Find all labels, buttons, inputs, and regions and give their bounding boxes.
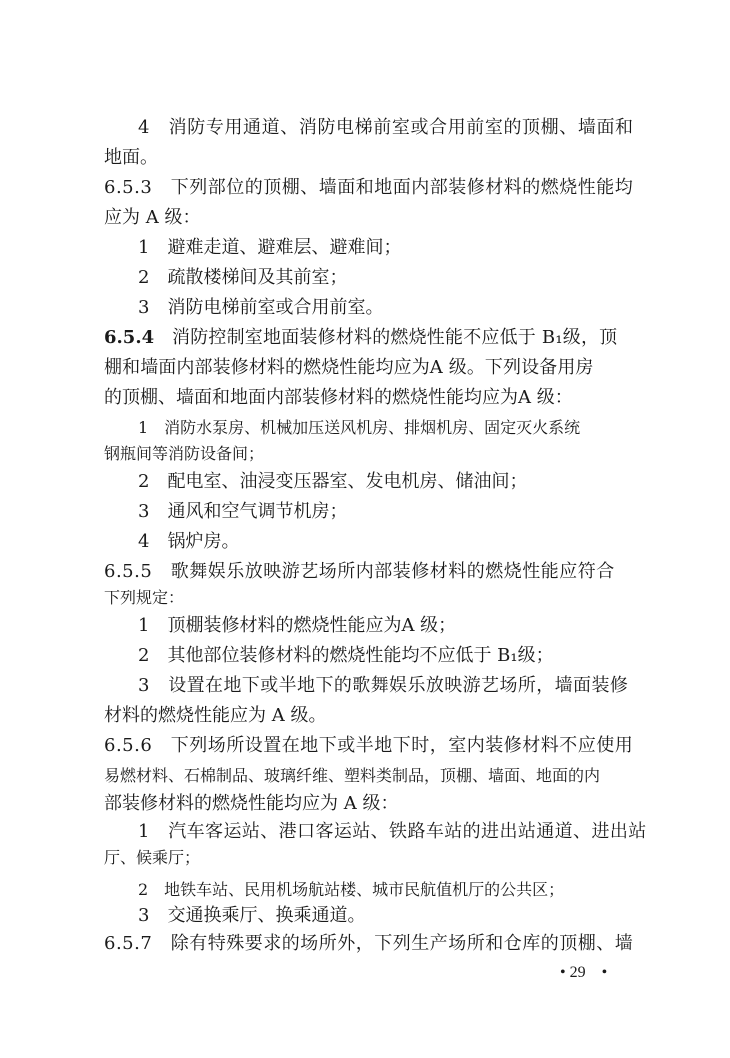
clause-6-5-4-item-2: 2 配电室、油浸变压器室、发电机房、储油间；	[138, 471, 528, 492]
clause-6-5-5-line-2: 下列规定：	[104, 588, 185, 607]
clause-6-5-4-line-2: 棚和墙面内部装修材料的燃烧性能均应为A 级。下列设备用房	[104, 357, 594, 378]
clause-6-5-6-line-1: 6.5.6 下列场所设置在地下或半地下时，室内装修材料不应使用	[104, 735, 634, 756]
clause-6-5-3-item-1: 1 避难走道、避难层、避难间；	[138, 237, 402, 258]
clause-6-5-5-line-1: 6.5.5 歌舞娱乐放映游艺场所内部装修材料的燃烧性能应符合	[104, 561, 615, 582]
clause-6-5-6-line-2: 易燃材料、石棉制品、玻璃纤维、塑料类制品，顶棚、墙面、地面的内	[104, 766, 601, 785]
list-item-4-line-1: 4 消防专用通道、消防电梯前室或合用前室的顶棚、墙面和	[138, 117, 634, 138]
clause-6-5-5-item-3-line-2: 材料的燃烧性能应为 A 级。	[104, 705, 327, 726]
clause-6-5-6-item-3: 3 交通换乘厅、换乘通道。	[138, 905, 366, 926]
clause-6-5-3-line-2: 应为 A 级：	[104, 207, 201, 228]
clause-6-5-3-item-3: 3 消防电梯前室或合用前室。	[138, 297, 384, 318]
clause-6-5-3-item-2: 2 疏散楼梯间及其前室；	[138, 267, 348, 288]
clause-6-5-5-item-3-line-1: 3 设置在地下或半地下的歌舞娱乐放映游艺场所，墙面装修	[138, 675, 629, 696]
clause-6-5-3-line-1: 6.5.3 下列部位的顶棚、墙面和地面内部装修材料的燃烧性能均	[104, 177, 634, 198]
clause-6-5-4-item-1-line-2: 钢瓶间等消防设备间；	[104, 444, 265, 463]
clause-6-5-4-item-4: 4 锅炉房。	[138, 531, 240, 552]
clause-6-5-4-number: 6.5.4	[104, 327, 155, 348]
clause-6-5-6-item-1-line-2: 厅、候乘厅；	[104, 848, 201, 867]
clause-6-5-4-item-3: 3 通风和空气调节机房；	[138, 501, 348, 522]
clause-6-5-5-item-1: 1 顶棚装修材料的燃烧性能应为A 级；	[138, 615, 457, 636]
page-number: • 29 •	[560, 964, 608, 981]
clause-6-5-6-line-3: 部装修材料的燃烧性能均应为 A 级：	[104, 793, 399, 814]
clause-6-5-4-line-3: 的顶棚、墙面和地面内部装修材料的燃烧性能均应为A 级：	[104, 387, 573, 408]
clause-6-5-4-item-1-line-1: 1 消防水泵房、机械加压送风机房、排烟机房、固定灭火系统	[138, 418, 581, 437]
clause-6-5-4-line-1: 消防控制室地面装修材料的燃烧性能不应低于 B₁级，顶	[172, 327, 618, 348]
clause-6-5-7-line-1: 6.5.7 除有特殊要求的场所外，下列生产场所和仓库的顶棚、墙	[104, 933, 634, 954]
clause-6-5-6-item-2: 2 地铁车站、民用机场航站楼、城市民航值机厅的公共区；	[138, 880, 565, 899]
list-item-4-line-2: 地面。	[104, 147, 158, 168]
clause-6-5-5-item-2: 2 其他部位装修材料的燃烧性能均不应低于 B₁级；	[138, 645, 554, 666]
clause-6-5-6-item-1-line-1: 1 汽车客运站、港口客运站、铁路车站的进出站通道、进出站	[138, 821, 647, 842]
